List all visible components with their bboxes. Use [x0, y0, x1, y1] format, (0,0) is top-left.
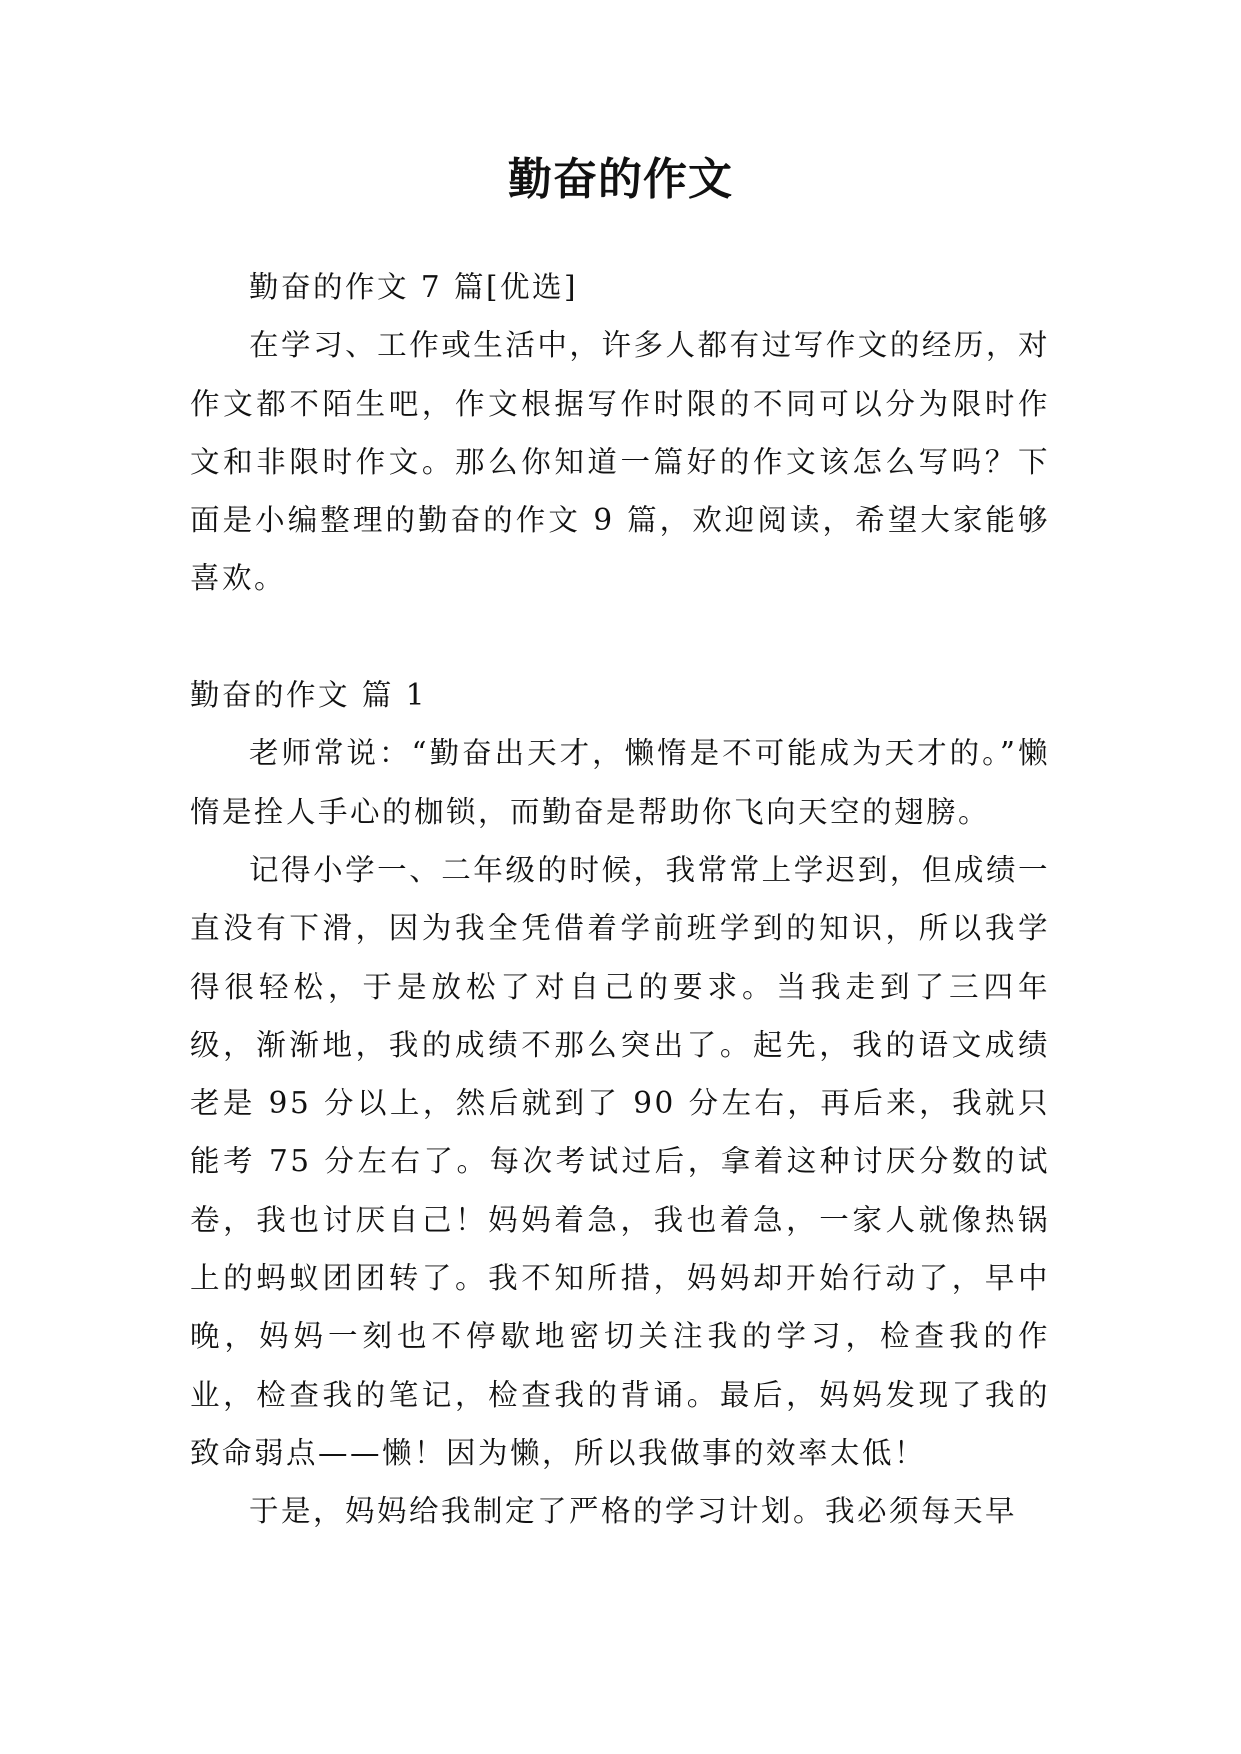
document-subtitle: 勤奋的作文 7 篇[优选]: [249, 270, 579, 304]
document-title: 勤奋的作文: [508, 154, 733, 205]
body-paragraph: 老师常说：“勤奋出天才，懒惰是不可能成为天才的。”懒惰是拴人手心的枷锁，而勤奋是帮助你飞向天空的翅膀。: [190, 736, 1050, 829]
body-paragraph: 于是，妈妈给我制定了严格的学习计划。我必须每天早: [249, 1494, 1018, 1529]
intro-paragraph: 在学习、工作或生活中，许多人都有过写作文的经历，对作文都不陌生吧，作文根据写作时限的不同可以分为限时作文和非限时作文。那么你知道一篇好的作文该怎么写吗？下面是小编整理的勤奋的作文 9 篇，欢迎阅读，希望大家能够喜欢。: [190, 328, 1050, 596]
section-heading: 勤奋的作文 篇 1: [190, 678, 428, 713]
body-paragraph: 记得小学一、二年级的时候，我常常上学迟到，但成绩一直没有下滑，因为我全凭借着学前班学到的知识，所以我学得很轻松，于是放松了对自己的要求。当我走到了三四年级，渐渐地，我的成绩不那么突出了。起先，我的语文成绩老是 95 分以上，然后就到了 90 分左右，再后来，我就只能考 75 分左右了。每次考试过后，拿着这种讨厌分数的试卷，我也讨厌自己！妈妈着急，我也着急，一家人就像热锅上的蚂蚁团团转了。我不知所措，妈妈却开始行动了，早中晚，妈妈一刻也不停歇地密切关注我的学习，检查我的作业，检查我的笔记，检查我的背诵。最后，妈妈发现了我的致命弱点——懒！因为懒，所以我做事的效率太低！: [190, 852, 1050, 1470]
document-body: [190, 258, 1050, 1541]
paragraph-gap: [190, 608, 1050, 666]
